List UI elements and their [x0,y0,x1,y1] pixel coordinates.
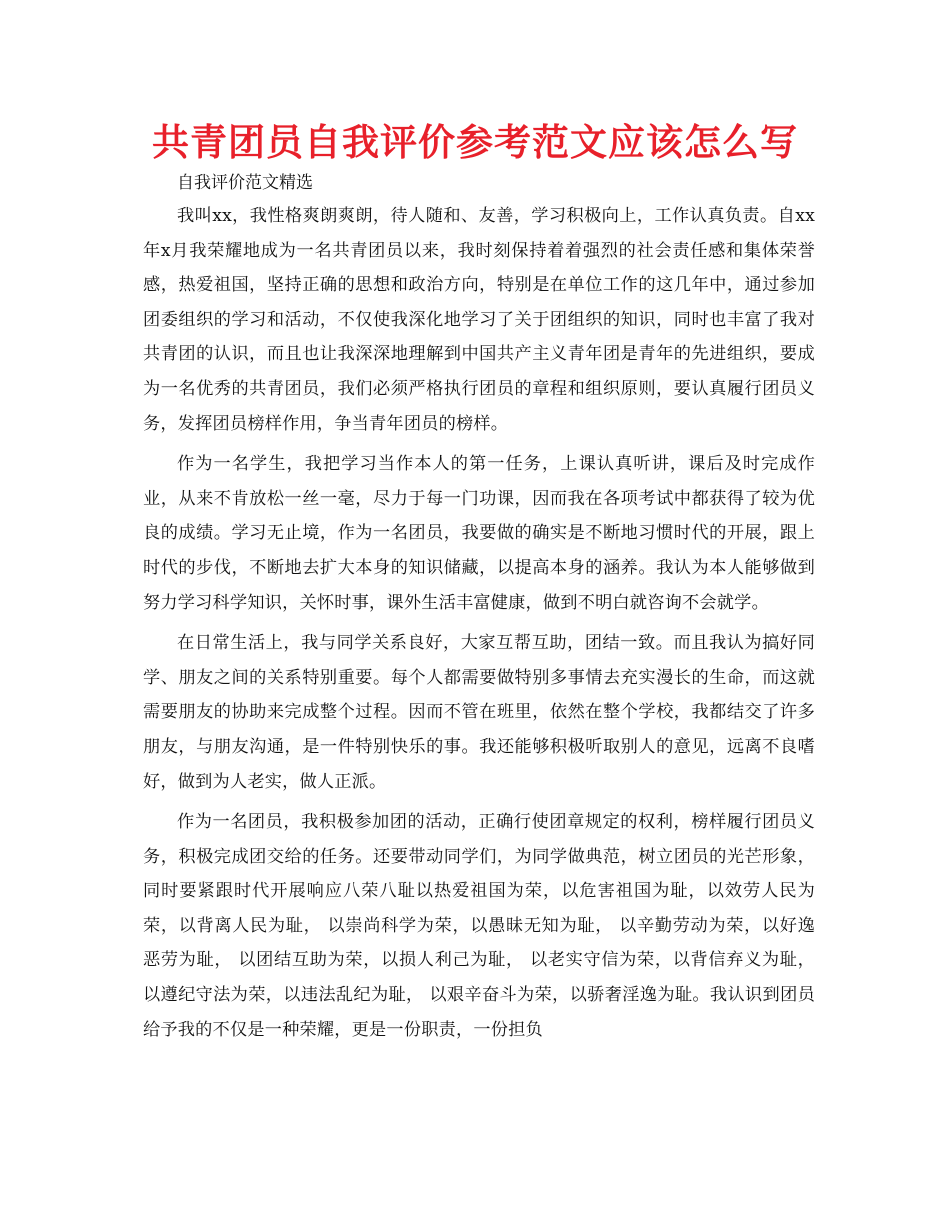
paragraph-3: 在日常生活上，我与同学关系良好，大家互帮互助，团结一致。而且我认为搞好同学、朋友之间的关系特别重要。每个人都需要做特别多事情去充实漫长的生命，而这就需要朋友的协助来完成整个过程。因而不管在班里，依然在整个学校，我都结交了许多朋友，与朋友沟通，是一件特别快乐的事。我还能够积极听取别人的意见，远离不良嗜好，做到为人老实，做人正派。 [143,633,815,792]
document-body [143,199,815,1053]
paragraph-4: 作为一名团员，我积极参加团的活动，正确行使团章规定的权利，榜样履行团员义务，积极完成团交给的任务。还要带动同学们，为同学做典范，树立团员的光芒形象，同时要紧跟时代开展响应八荣八耻以热爱祖国为荣，以危害祖国为耻，以效劳人民为荣，以背离人民为耻， 以崇尚科学为荣，以愚昧无知为耻， 以辛勤劳动为荣，以好逸恶劳为耻， 以团结互助为荣，以损人利己为耻， 以老实守信为荣，以背信弃义为耻， 以遵纪守法为荣，以违法乱纪为耻， 以艰辛奋斗为荣，以骄奢淫逸为耻。我认识到团员给予我的不仅是一种荣耀，更是一份职责，一份担负 [143,812,815,1040]
paragraph-1: 我叫xx，我性格爽朗爽朗，待人随和、友善，学习积极向上，工作认真负责。自xx年x月我荣耀地成为一名共青团员以来，我时刻保持着着强烈的社会责任感和集体荣誉感，热爱祖国，坚持正确的思想和政治方向，特别是在单位工作的这几年中，通过参加团委组织的学习和活动，不仅使我深化地学习了关于团组织的知识，同时也丰富了我对共青团的认识，而且也让我深深地理解到中国共产主义青年团是青年的先进组织，要成为一名优秀的共青团员，我们必须严格执行团员的章程和组织原则，要认真履行团员义务，发挥团员榜样作用，争当青年团员的榜样。 [143,206,815,434]
paragraph-2: 作为一名学生，我把学习当作本人的第一任务，上课认真听讲，课后及时完成作业，从来不肯放松一丝一毫，尽力于每一门功课，因而我在各项考试中都获得了较为优良的成绩。学习无止境，作为一名团员，我要做的确实是不断地习惯时代的开展，跟上时代的步伐，不断地去扩大本身的知识储藏，以提高本身的涵养。我认为本人能够做到努力学习科学知识，关怀时事，课外生活丰富健康，做到不明白就咨询不会就学。 [143,454,815,613]
document-subtitle: 自我评价范文精选 [177,173,313,193]
document-title: 共青团员自我评价参考范文应该怎么写 [152,121,798,164]
